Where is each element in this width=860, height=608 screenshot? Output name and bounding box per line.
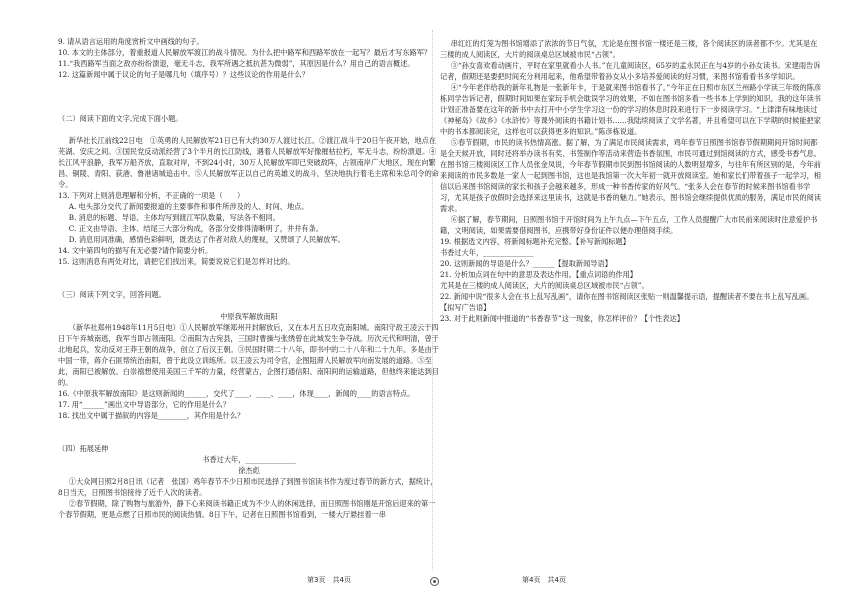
- section-3-title: 中原我军解放南阳: [220, 312, 278, 321]
- question-10: 10. 本文的主体部分，着重报道人民解放军渡江的战斗情况。为什么把中路军和西路军放在一起写？最后才写东路军？: [58, 48, 432, 57]
- question-9: 9. 请从语言运用的角度赏析文中画线的句子。: [58, 37, 204, 46]
- question-17: 17. 用“______”画出文中导语部分，它的作用是什么？: [58, 400, 231, 409]
- question-21: 21. 分析加点词在句中的意思及表达作用。【重点词语的作用】: [440, 270, 637, 279]
- section-3-passage: （新华社郑州1948年11月5日电）①人民解放军继郑州开封解放后，又在本月五日攻克南阳城。南阳守敌王凌云于四日下午弃城南逃，我军当即占领南阳。②南阳为古宛县，三国时曹操与张绣曾在此城发生争夺战。历次元代和明清，曾于北地起兵，发动反对王莽王朝的战争，创立了后汉王朝。③民国时期二十八年，即书中的二十八年和二十九年。多是由于中国一带，蒋介石匪帮统治南阳，曾于此设立训练所。以王凌云为司令官，企图阻滞人民解放军向南发展的道路。⑤至此，南阳已被解放。白崇禧想使用美国三千军的力量，经营蒙古，企图打通信阳、南阳间的运输道路，但他终来能达到目的。: [58, 323, 439, 387]
- article-author: 徐杰彪: [238, 466, 260, 475]
- article-title: 书香过大年，______________: [202, 455, 296, 464]
- question-18: 18. 找出文中属于描叙的内容是________，其作用是什么？: [58, 411, 245, 420]
- article-para-5: ⑤春节假期，市民的读书热情高涨。据了解，为了满足市民阅读需求，鸡年春节日照图书馆春节假期期间开馆时间都是全天候开放，同时还将举办读书有奖、书签制作等活动来营造书香氛围，市民可通过到馆阅读的方式，感受书香气息。在图书馆三楼阅读区工作人员张金凤说，今年春节假期市民到图书馆阅读的人数明显增多，与往年有所区别的是，今年前来阅读的市民多数是一家人一起到图书馆，这也是我馆第一次大年初一就开放阅读室。她和家长们带着孩子一起学习，相信以后来图书馆阅读的家长和孩子会越来越多，形成一种书香传家的好风气。“张多人会在春节的时候来图书馆看书学习，尤其是孩子放假时会选择来这里读书，这就是书香的魅力。”她表示，图书馆会继续提供优质的服务，满足市民的阅读需求。: [440, 138, 822, 213]
- option-a: A. 电头部分交代了新闻要报道的主要事件和事件所涉及的人、时间、地点。: [68, 202, 309, 211]
- question-12: 12. 这篇新闻中属于议论的句子是哪几句（填序号）？这些议论的作用是什么？: [58, 70, 309, 79]
- question-22: 22. 新闻中说“很多人会在书上乱写乱画”，请你在图书馆阅读区张贴一则温馨提示语，提醒读者不要在书上乱写乱画。【拟写广告语】: [440, 292, 814, 312]
- left-page: [58, 36, 440, 520]
- question-14: 14. 文中第四句的描写有无必要?请作简要分析。: [58, 246, 213, 255]
- option-d: D. 消息用词准确，感情色彩鲜明，既表达了作者对敌人的蔑视，又赞颂了人民解放军。: [68, 235, 345, 244]
- section-3-heading: （三）阅读下列文字，回答问题。: [58, 290, 166, 299]
- article-para-1: ①大众网日照2月8日讯（记者 张国）鸡年春节不少日照市民选择了到图书馆读书作为度过春节的新方式，据统计，8日当天，日照图书馆接待了近千人次的读者。: [58, 477, 438, 497]
- section-4-heading: （四）拓展延伸: [58, 444, 109, 453]
- article-para-3: ③“孙女喜欢看动画片，平时在家里就看小人书。”在儿童阅读区，65岁的孟永民正在与4岁的小孙女读书。宋建雨告诉记者，假期还是要把时间充分利用起来，他希望带着孙女从小多培养爱阅读的好习惯，来图书馆看看书多学知识。: [440, 61, 821, 81]
- question-19-blank: 书香过大年，______________: [440, 248, 534, 257]
- section-2-heading: （二）阅读下面的文字,完成下面小题。: [58, 114, 183, 123]
- article-para-6: ⑥据了解，春节期间，日照图书馆于开馆时间为上午九点—下午五点，工作人员提醒广大市民前来阅读时注意爱护书籍，文明阅读，如果需要借阅图书，应携带好身份证件以便办理借阅手续。: [440, 215, 818, 235]
- question-19: 19. 根据选文内容，将新闻标题补充完整。【补写新闻标题】: [440, 237, 630, 246]
- question-21-sentence: 尤其是在三楼的成人阅读区，大片的阅读桌总区域被市民“占领”。: [440, 281, 649, 290]
- question-11: 11.“我西路军当面之敌亦纷纷溃退，毫无斗志，我军所遇之抵抗甚为微弱”，其原因是什么？用自己的语言概述。: [58, 59, 415, 68]
- question-23: 23. 对于此则新闻中报道的“书香春节”这一现象，你怎样评价？【个性表达】: [440, 314, 684, 323]
- question-20: 20. 这则新闻的导语是什么？______【提取新闻导语】: [440, 259, 612, 268]
- section-2-passage: 新华社长江前线22日电 ①英勇的人民解放军21日已有大约30万人渡过长江。②渡江战斗于20日午夜开始，地点在芜湖、安庆之间。③国民党反动派经营了3个半月的长江防线，遇着人民解放军好像摧枯拉朽，军无斗志，纷纷溃退。④长江风平浪静，我军万船齐放，直取对岸，不到24小时，30万人民解放军即已突破敌阵，占领南岸广大地区，现在向繁昌、铜陵、青阳、荻港、鲁港诸城追击中。⑤人民解放军正以自己的英雄义的战斗，坚决地执行着毛主席和朱总司令的命令。: [58, 136, 439, 189]
- option-c: C. 正文由导语、主体、结尾三大部分构成，各部分安排得清晰明了，井井有条。: [68, 224, 323, 233]
- right-page: [440, 38, 822, 324]
- option-b: B. 消息的标题、导语、主体均写到渡江军队数量，写法各不相同。: [68, 213, 280, 222]
- article-para-4: ④“今年老伴给我的新年礼物是一张新年卡，于是就来图书馆看书了。”今年正在日照市东区兰州路小学读三年级的陈彦栋同学告诉记者，假期时间如果在家玩手机会耽误学习的效果，不如在图书馆多看一些书本上学到的知识，我的这年读书计划正准备要在这年的新书中去打开中小学生学习这一份的学习的休息时段来进行下一步阅读学习。“上津津有味地读过《神秘岛》《故乡》《水浒传》等课外阅读的书籍计划书……我陆续阅读了文学名著，并且希望可以在下学期的时候能把家中的书本都阅读完，这样也可以获得更多的知识。”陈彦栋说道。: [440, 83, 822, 136]
- question-16: 16.《中原我军解放南阳》是这则新闻的______，交代了____、____、____，体现____，新闻的____的语言特点。: [58, 389, 415, 398]
- question-13: 13. 下列对上则消息理解和分析，不正确的一项是（ ）: [58, 191, 245, 200]
- binding-hole-icon: [430, 577, 439, 586]
- article-para-2: ②春节假期，除了购物与旅游外，静下心来阅读书籍正成为不少人的休闲选择，而日照图书馆刚是开馆后迎来的第一个春节假期，更是点燃了日照市民的阅读热情。8日下午，记者在日照图书馆看到，一楼大厅悬挂着一串: [58, 499, 436, 519]
- page-number-left: 第3页 共4页: [307, 576, 351, 584]
- question-15: 15. 这则消息有两处对比，请把它们找出来，简要说说它们是怎样对比的。: [58, 257, 295, 266]
- article-para-cont: 串红红的灯笼为图书馆增添了浓浓的节日气氛，尤论是在图书馆一楼还是三楼，各个阅读区的读者都不少。尤其是在三楼的成人阅读区，大片的阅读桌总区域被市民“占领”。: [440, 39, 818, 59]
- page-number-right: 第4页 共4页: [522, 576, 566, 584]
